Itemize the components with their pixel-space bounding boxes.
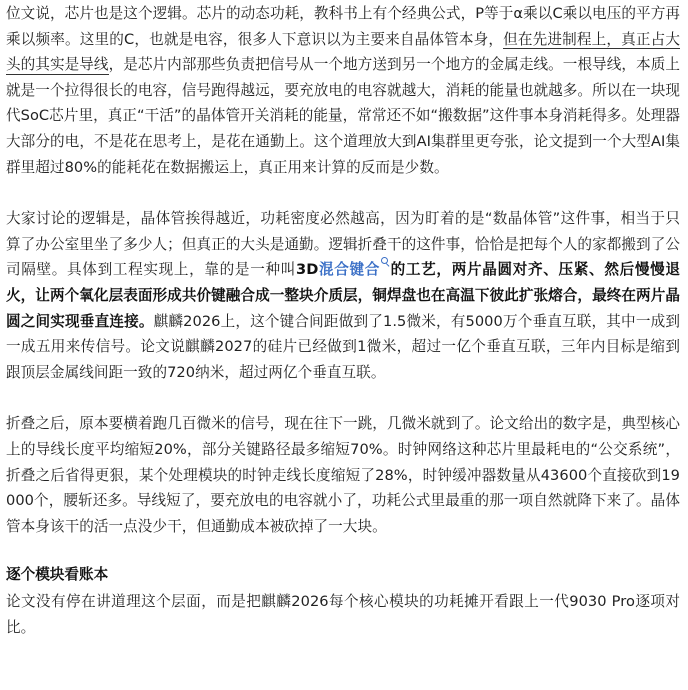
- paragraph-text: 大家讨论的逻辑是，晶体管挨得越近，功耗密度必然越高，因为盯着的是“数晶体管”这件事，相当于只算了办公室里坐了多少人；但真正的大头是通勤。逻辑折叠干的这件事，恰恰是把每个人的家都搬到了公司隔壁。具体到工程实现上，靠的是一种叫: [6, 210, 680, 279]
- paragraph-module-comparison: [6, 589, 680, 640]
- paragraph-dynamic-power: [6, 1, 680, 180]
- paragraph-text: 位文说，芯片也是这个逻辑。芯片的动态功耗，教科书上有个经典公式，P等于α乘以C乘以电压的平方再乘以频率。这里的C，也就是电容，很多人下意识以为主要来自晶体管本身，: [6, 5, 680, 48]
- paragraph-text: ，是芯片内部那些负责把信号从一个地方送到另一个地方的金属走线。一根导线，本质上就是一个拉得很长的电容，信号跑得越远，要充放电的电容就越大，消耗的能量也就越多。所以在一块现代SoC芯片里，真正“干活”的晶体管开关消耗的能量，常常还不如“搬数据”这件事本身消耗得多。处理器大部分的电，不是花在思考上，是花在通勤上。这个道理放大到AI集群里更夸张，论文提到一个大型AI集群里超过80%的能耗花在数据搬运上，真正用来计算的反而是少数。: [6, 56, 681, 176]
- bold-process-description: 的工艺，两片晶圆对齐、压紧、然后慢慢退火，让两个氧化层表面形成共价键融合成一整块介质层，铜焊盘也在高温下彼此扩张熔合，最终在两片晶圆之间实现垂直连接。: [6, 261, 681, 330]
- paragraph-text: 折叠之后，原本要横着跑几百微米的信号，现在往下一跳，几微米就到了。论文给出的数字是，典型核心上的导线长度平均缩短20%，部分关键路径最多缩短70%。时钟网络这种芯片里最耗电的“公交系统”，折叠之后省得更狠，某个处理模块的时钟走线长度缩短了28%，时钟缓冲器数量从43600个直接砍到19000个，腰斩还多。导线短了，要充放电的电容就小了，功耗公式里最重的那一项自然就降下来了。晶体管本身该干的活一点没少干，但通勤成本被砍掉了一大块。: [6, 415, 680, 535]
- section-heading: 逐个模块看账本: [6, 566, 109, 584]
- paragraph-wire-length: [6, 411, 680, 539]
- bold-term-prefix: 3D: [295, 261, 319, 279]
- search-icon[interactable]: [381, 260, 389, 268]
- hybrid-bonding-link[interactable]: 混合键合: [318, 261, 381, 279]
- underlined-emphasis: 但在先进制程上，真正占大头的其实是导线: [6, 30, 680, 74]
- paragraph-logic-folding: [6, 206, 680, 385]
- paragraph-text: 麒麟2026上，这个键合间距做到了1.5微米，有5000万个垂直互联，其中一成到一成五用来传信号。论文说麒麟2027的硅片已经做到1微米，超过一亿个垂直互联，三年内目标是缩到跟顶层金属线间距一致的720纳米，超过两亿个垂直互联。: [6, 312, 680, 381]
- paragraph-text: 论文没有停在讲道理这个层面，而是把麒麟2026每个核心模块的功耗摊开看跟上一代9030 Pro逐项对比。: [6, 593, 680, 636]
